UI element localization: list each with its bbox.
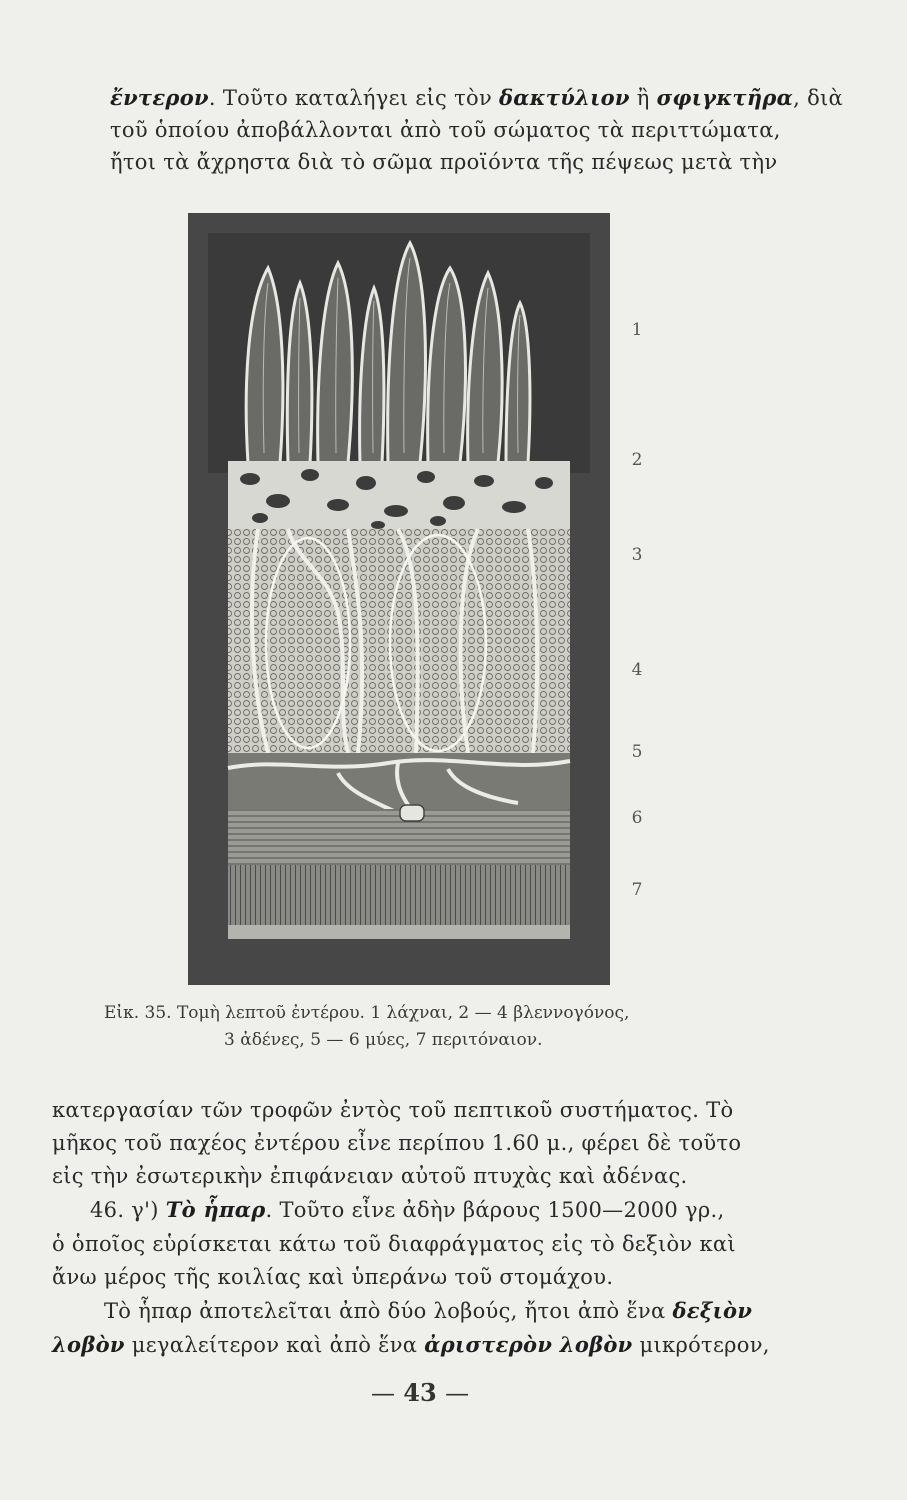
text-line-1 <box>110 84 843 112</box>
term-hepar: Τὸ ἧπαρ <box>165 1197 266 1222</box>
term-aristeron-lobon: ἀριστερὸν λοβὸν <box>424 1332 633 1357</box>
layer-marker-7: 7 <box>631 880 643 900</box>
figure-caption-line-2: 3 ἀδένες, 5 — 6 μύες, 7 περιτόναιον. <box>224 1030 543 1050</box>
text-line-3: ἤτοι τὰ ἄχρηστα διὰ τὸ σῶμα προϊόντα τῆς πέψεως μετὰ τὴν <box>110 150 778 174</box>
layer-marker-3: 3 <box>631 545 643 565</box>
layer-marker-1: 1 <box>631 320 643 340</box>
section-number: 46. γ') <box>90 1198 159 1222</box>
layer-marker-5: 5 <box>631 742 643 762</box>
term-daktylion: δακτύλιον <box>499 85 630 110</box>
body-line-8 <box>52 1331 770 1359</box>
intestine-section-figure <box>188 213 610 985</box>
term-sfigktira: σφιγκτῆρα <box>656 85 794 110</box>
body-line-2: μῆκος τοῦ παχέος ἐντέρου εἶνε περίπου 1.60 μ., φέρει δὲ τοῦτο <box>52 1131 742 1155</box>
body-line-6: ἄνω μέρος τῆς κοιλίας καὶ ὑπεράνω τοῦ στομάχου. <box>52 1265 614 1289</box>
body-line-1: κατεργασίαν τῶν τροφῶν ἐντὸς τοῦ πεπτικοῦ συστήματος. Τὸ <box>52 1098 734 1122</box>
text-line-2: τοῦ ὁποίου ἀποβάλλονται ἀπὸ τοῦ σώματος τὰ περιττώματα, <box>110 118 781 142</box>
dash-left: — <box>370 1379 395 1407</box>
text-fragment: ἢ <box>636 86 650 110</box>
dash-right: — <box>445 1379 470 1407</box>
text-fragment: μικρότερον, <box>639 1333 770 1357</box>
layer-marker-6: 6 <box>631 808 643 828</box>
body-line-4 <box>90 1196 725 1224</box>
body-line-5: ὁ ὁποῖος εὑρίσκεται κάτω τοῦ διαφράγματος εἰς τὸ δεξιὸν καὶ <box>52 1232 736 1256</box>
term-dexion: δεξιὸν <box>672 1298 753 1323</box>
body-line-7 <box>104 1297 752 1325</box>
page-number <box>360 1378 480 1407</box>
term-enteron: ἔντερον <box>110 85 209 110</box>
text-fragment: . Τοῦτο εἶνε ἀδὴν βάρους 1500—2000 γρ., <box>265 1198 725 1222</box>
text-fragment: Τὸ ἧπαρ ἀποτελεῖται ἀπὸ δύο λοβούς, ἤτοι ἀπὸ ἕνα <box>104 1299 666 1323</box>
layer-marker-2: 2 <box>631 450 643 470</box>
body-line-3: εἰς τὴν ἐσωτερικὴν ἐπιφάνειαν αὐτοῦ πτυχὰς καὶ ἀδένας. <box>52 1164 688 1188</box>
text-fragment: μεγαλείτερον καὶ ἀπὸ ἕνα <box>131 1333 418 1357</box>
text-fragment: . Τοῦτο καταλήγει εἰς τὸν <box>208 86 493 110</box>
figure-caption-line-1: Εἰκ. 35. Τομὴ λεπτοῦ ἐντέρου. 1 λάχναι, 2 — 4 βλεννογόνος, <box>104 1003 630 1023</box>
page-number-value: 43 <box>403 1378 437 1407</box>
text-fragment: , διὰ <box>793 86 844 110</box>
section-illustration <box>188 213 610 985</box>
layer-marker-4: 4 <box>631 660 643 680</box>
term-lobon: λοβὸν <box>52 1332 125 1357</box>
